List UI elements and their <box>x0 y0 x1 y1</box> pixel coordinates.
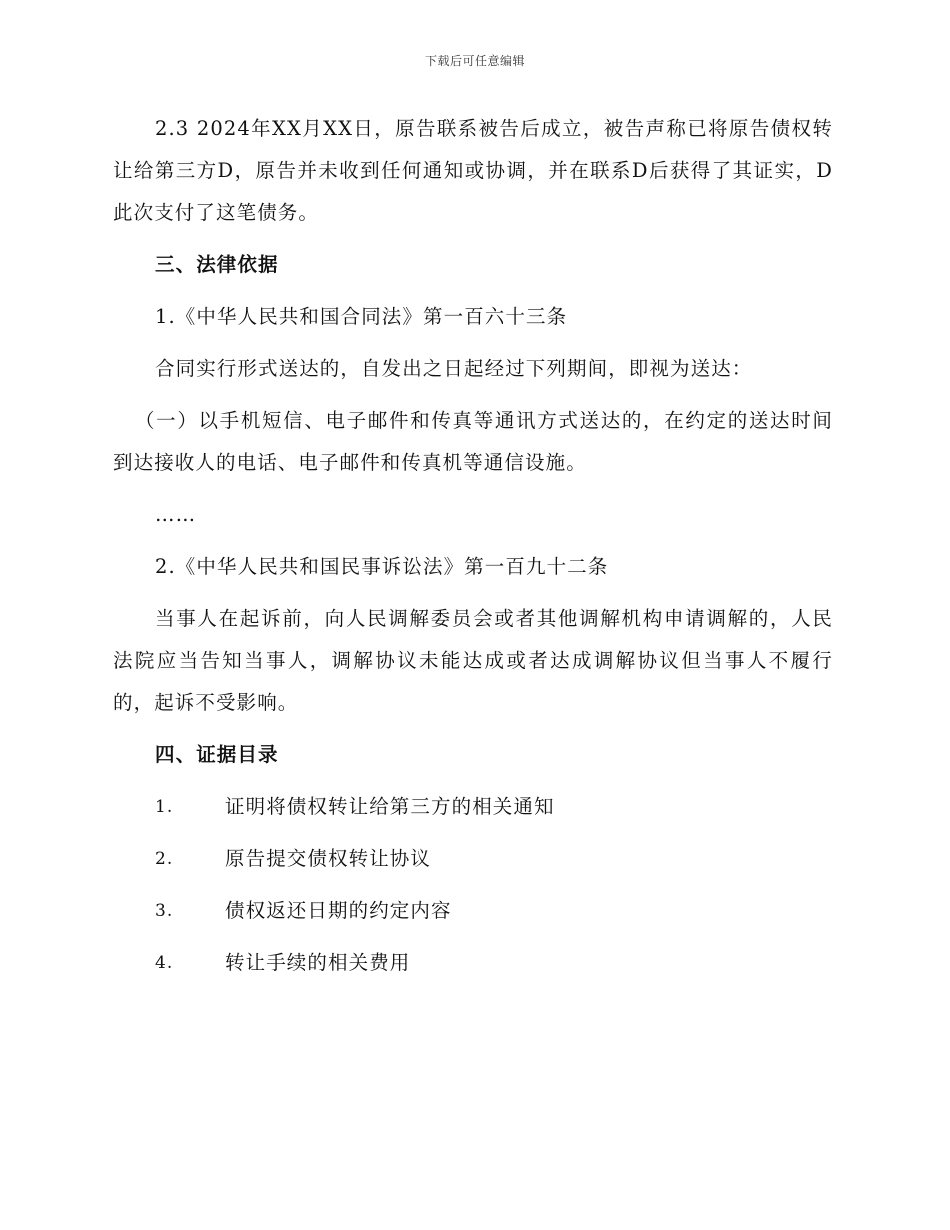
paragraph-2-3: 2.3 2024年XX月XX日，原告联系被告后成立，被告声称已将原告债权转让给第三方D，原告并未收到任何通知或协调，并在联系D后获得了其证实，D此次支付了这笔债务。 <box>113 117 833 224</box>
evidence-text: 原告提交债权转让协议 <box>225 847 432 870</box>
evidence-item <box>113 838 833 880</box>
page-header: 下载后可任意编辑 <box>424 54 525 68</box>
section-heading-legal-basis: 三、法律依据 <box>155 253 279 276</box>
evidence-text: 债权返还日期的约定内容 <box>225 899 452 922</box>
section-heading-evidence: 四、证据目录 <box>155 743 279 766</box>
law-1-item: （一）以手机短信、电子邮件和传真等通讯方式送达的，在约定的送达时间到达接收人的电话、电子邮件和传真机等通信设施。 <box>113 409 833 474</box>
evidence-item <box>113 890 833 932</box>
evidence-number: 1. <box>155 797 174 817</box>
evidence-number: 2. <box>155 849 174 869</box>
law-2-title: 2.《中华人民共和国民事诉讼法》第一百九十二条 <box>155 555 609 578</box>
evidence-number: 4. <box>155 953 174 973</box>
evidence-item <box>113 942 833 984</box>
ellipsis: …… <box>155 503 197 526</box>
evidence-text: 转让手续的相关费用 <box>225 951 411 974</box>
law-1-title: 1.《中华人民共和国合同法》第一百六十三条 <box>155 305 568 328</box>
evidence-text: 证明将债权转让给第三方的相关通知 <box>225 795 555 818</box>
evidence-item <box>113 786 833 828</box>
document-body <box>113 108 833 994</box>
law-1-body: 合同实行形式送达的，自发出之日起经过下列期间，即视为送达： <box>155 357 753 380</box>
evidence-number: 3. <box>155 901 174 921</box>
law-2-body: 当事人在起诉前，向人民调解委员会或者其他调解机构申请调解的，人民法院应当告知当事人，调解协议未能达成或者达成调解协议但当事人不履行的，起诉不受影响。 <box>113 607 833 714</box>
